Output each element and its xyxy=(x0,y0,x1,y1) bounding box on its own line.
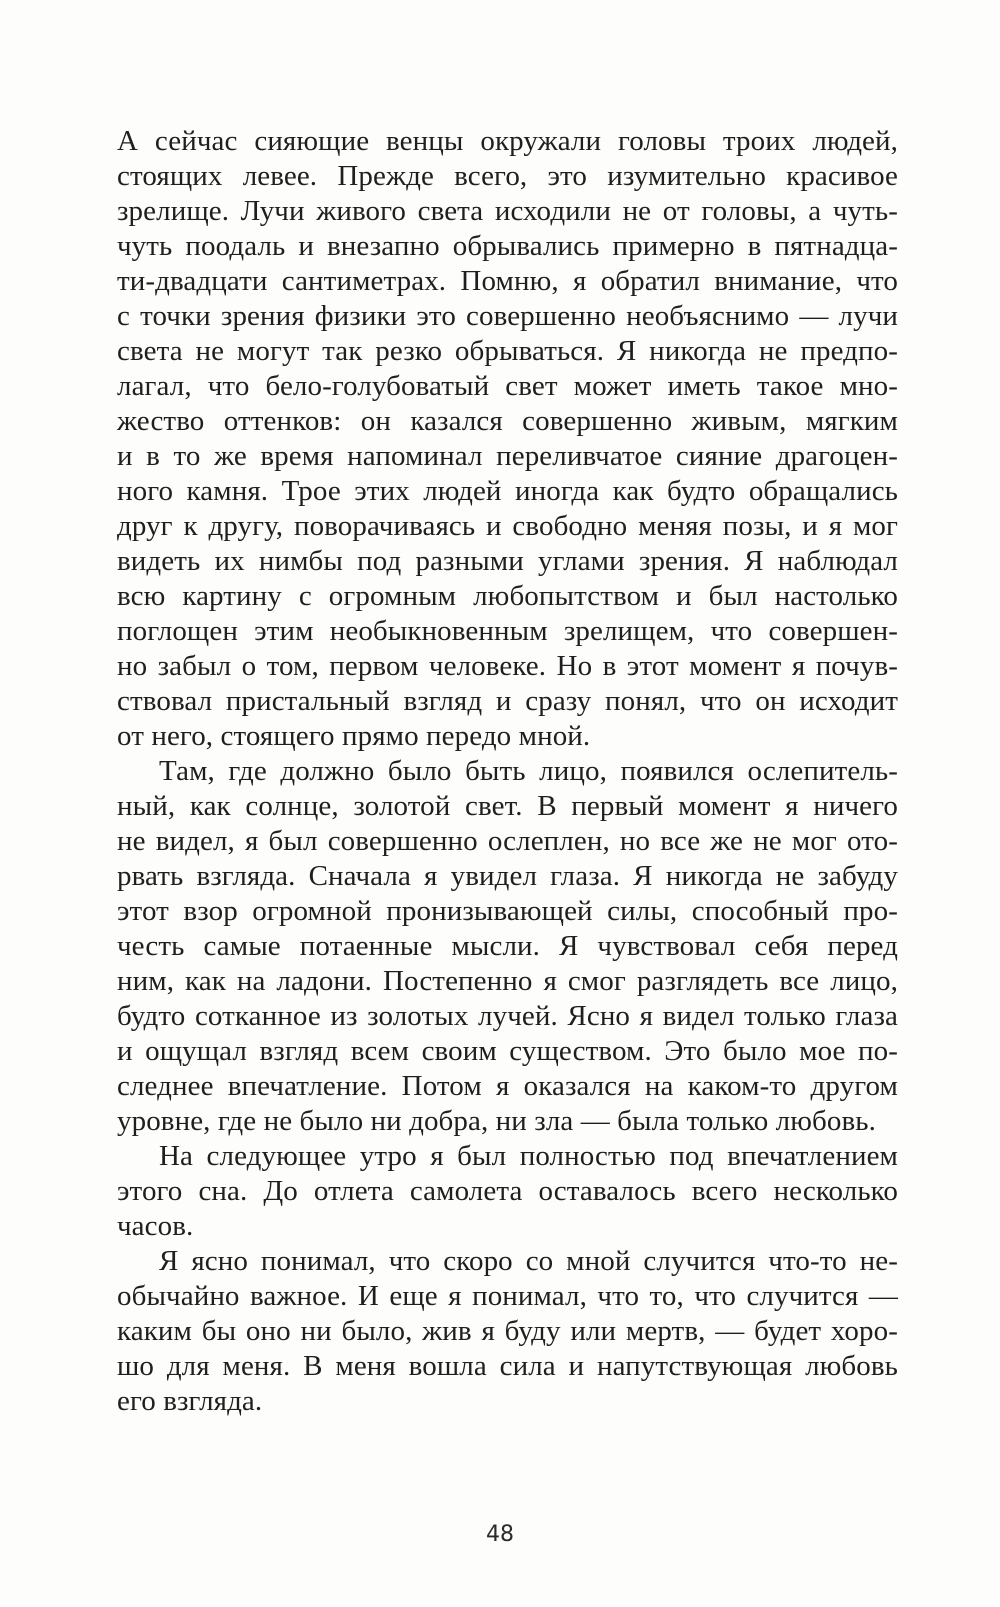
text-line: обычайно важное. И еще я понимал, что то, что случится — xyxy=(117,1280,898,1312)
text-line: света не могут так резко обрываться. Я никогда не предпо- xyxy=(117,335,898,367)
page-number: 48 xyxy=(486,1522,514,1547)
text-line: от него, стоящего прямо передо мной. xyxy=(117,720,591,752)
text-line: ним, как на ладони. Постепенно я смог разглядеть все лицо, xyxy=(117,965,898,997)
text-line: не видел, я был совершенно ослеплен, но все же не мог ото- xyxy=(117,825,898,857)
text-line: ствовал пристальный взгляд и сразу понял, что он исходит xyxy=(117,685,898,717)
text-line: ного камня. Трое этих людей иногда как будто обращались xyxy=(117,475,898,507)
text-line: часов. xyxy=(117,1210,194,1242)
body-text xyxy=(117,124,898,1419)
paragraph-2 xyxy=(117,754,898,1139)
text-line: Там, где должно было быть лицо, появился ослепитель- xyxy=(159,755,898,787)
text-line: уровне, где не было ни добра, ни зла — была только любовь. xyxy=(117,1105,876,1137)
text-line: и ощущал взгляд всем своим существом. Это было мое по- xyxy=(117,1035,898,1067)
text-line: шо для меня. В меня вошла сила и напутствующая любовь xyxy=(117,1350,898,1382)
text-line: поглощен этим необыкновенным зрелищем, что совершен- xyxy=(117,615,898,647)
text-line: друг к другу, поворачиваясь и свободно меняя позы, и я мог xyxy=(117,510,898,542)
text-line: но забыл о том, первом человеке. Но в этот момент я почув- xyxy=(117,650,898,682)
text-line: ный, как солнце, золотой свет. В первый момент я ничего xyxy=(117,790,898,822)
paragraph-3 xyxy=(117,1139,898,1244)
text-line: ти-двадцати сантиметрах. Помню, я обратил внимание, что xyxy=(117,265,898,297)
text-line: рвать взгляда. Сначала я увидел глаза. Я никогда не забуду xyxy=(117,860,898,892)
text-line: будто сотканное из золотых лучей. Ясно я видел только глаза xyxy=(117,1000,898,1032)
text-line: этот взор огромной пронизывающей силы, способный про- xyxy=(117,895,898,927)
paragraph-1 xyxy=(117,124,898,754)
paragraph-4 xyxy=(117,1244,898,1419)
text-line: лагал, что бело-голубоватый свет может иметь такое мно- xyxy=(117,370,898,402)
text-line: с точки зрения физики это совершенно необъяснимо — лучи xyxy=(117,300,898,332)
text-line: Я ясно понимал, что скоро со мной случится что-то не- xyxy=(159,1245,898,1277)
text-line: этого сна. До отлета самолета оставалось всего несколько xyxy=(117,1175,898,1207)
text-line: видеть их нимбы под разными углами зрения. Я наблюдал xyxy=(117,545,898,577)
text-line: всю картину с огромным любопытством и был настолько xyxy=(117,580,898,612)
text-line: честь самые потаенные мысли. Я чувствовал себя перед xyxy=(117,930,898,962)
text-line: его взгляда. xyxy=(117,1385,263,1417)
text-line: каким бы оно ни было, жив я буду или мертв, — будет хоро- xyxy=(117,1315,898,1347)
text-line: А сейчас сияющие венцы окружали головы троих людей, xyxy=(117,125,898,157)
text-line: стоящих левее. Прежде всего, это изумительно красивое xyxy=(117,160,898,192)
text-line: следнее впечатление. Потом я оказался на каком-то другом xyxy=(117,1070,898,1102)
text-line: чуть поодаль и внезапно обрывались примерно в пятнадца- xyxy=(117,230,898,262)
text-line: жество оттенков: он казался совершенно живым, мягким xyxy=(117,405,898,437)
text-line: зрелище. Лучи живого света исходили не от головы, а чуть- xyxy=(117,195,898,227)
text-line: На следующее утро я был полностью под впечатлением xyxy=(159,1140,898,1172)
text-line: и в то же время напоминал переливчатое сияние драгоцен- xyxy=(117,440,898,472)
